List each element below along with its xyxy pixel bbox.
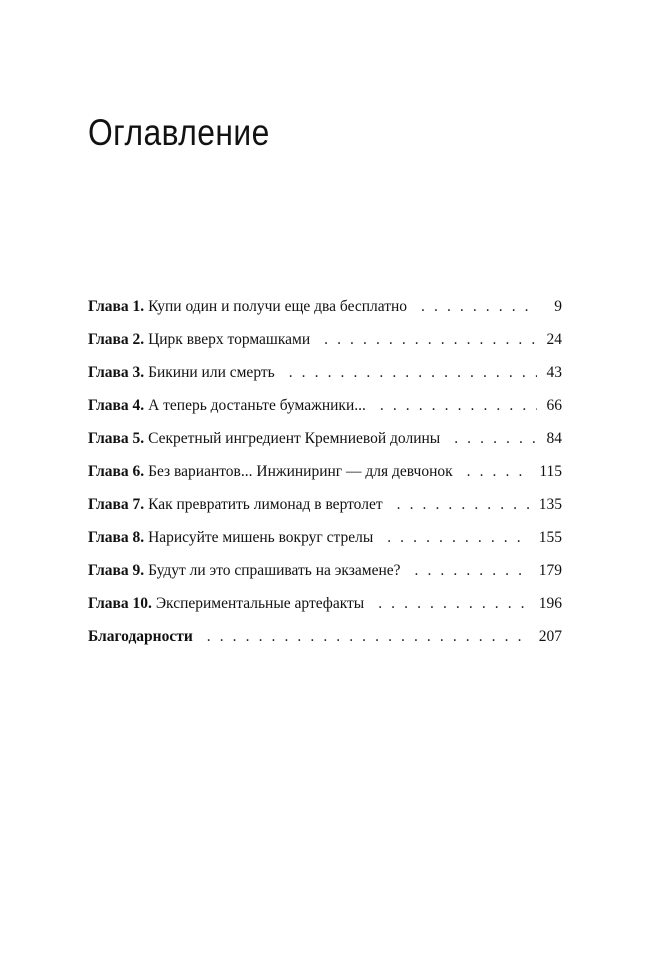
dot-leader [378,595,529,613]
dot-leader [421,298,538,316]
toc-page-number: 43 [546,364,562,381]
toc-chapter-title: Секретный ингредиент Кремниевой долины [148,430,441,447]
toc-chapter-title: Бикини или смерть [148,364,275,381]
toc-entry-acknowledgements[interactable] [88,628,562,661]
table-of-contents [88,298,562,661]
toc-chapter-title: Экспериментальные артефакты [155,595,365,612]
toc-page-number: 24 [546,331,562,348]
toc-page-number: 179 [538,562,562,579]
toc-page-number: 135 [538,496,562,513]
dot-leader [387,529,529,547]
dot-leader [397,496,529,514]
toc-page-number: 115 [539,463,562,480]
dot-leader [324,331,536,349]
dot-leader [415,562,529,580]
toc-chapter-label: Глава 7. [88,496,145,513]
toc-page-number: 155 [538,529,562,546]
dot-leader [207,628,529,646]
toc-entry-chapter-2[interactable] [88,331,562,364]
toc-chapter-label: Глава 2. [88,331,145,348]
toc-chapter-title: Нарисуйте мишень вокруг стрелы [148,529,374,546]
toc-chapter-title: Без вариантов... Инжиниринг — для девчонок [148,463,453,480]
toc-entry-chapter-1[interactable] [88,298,562,331]
toc-page-number: 66 [546,397,562,414]
dot-leader [467,463,530,481]
toc-entry-chapter-4[interactable] [88,397,562,430]
page-title: Оглавление [88,112,270,153]
dot-leader [380,397,537,415]
toc-entry-chapter-10[interactable] [88,595,562,628]
toc-chapter-title: Цирк вверх тормашками [148,331,311,348]
toc-entry-chapter-5[interactable] [88,430,562,463]
toc-entry-chapter-9[interactable] [88,562,562,595]
toc-page-number: 207 [538,628,562,645]
toc-chapter-label: Глава 1. [88,298,145,315]
toc-chapter-title: А теперь достаньте бумажники... [148,397,366,414]
toc-page-number: 84 [546,430,562,447]
toc-chapter-label: Глава 8. [88,529,145,546]
toc-entry-chapter-8[interactable] [88,529,562,562]
toc-chapter-title: Как превратить лимонад в вертолет [148,496,383,513]
toc-chapter-label: Глава 3. [88,364,145,381]
toc-page-number: 9 [554,298,562,315]
toc-chapter-label: Глава 10. [88,595,152,612]
toc-chapter-title: Будут ли это спрашивать на экзамене? [148,562,401,579]
toc-chapter-title: Купи один и получи еще два бесплатно [148,298,408,315]
dot-leader [454,430,536,448]
dot-leader [289,364,537,382]
toc-entry-chapter-7[interactable] [88,496,562,529]
toc-chapter-label: Глава 9. [88,562,145,579]
toc-section-label: Благодарности [88,628,193,645]
toc-chapter-label: Глава 6. [88,463,145,480]
toc-entry-chapter-3[interactable] [88,364,562,397]
toc-chapter-label: Глава 4. [88,397,145,414]
toc-entry-chapter-6[interactable] [88,463,562,496]
toc-page-number: 196 [538,595,562,612]
toc-chapter-label: Глава 5. [88,430,145,447]
